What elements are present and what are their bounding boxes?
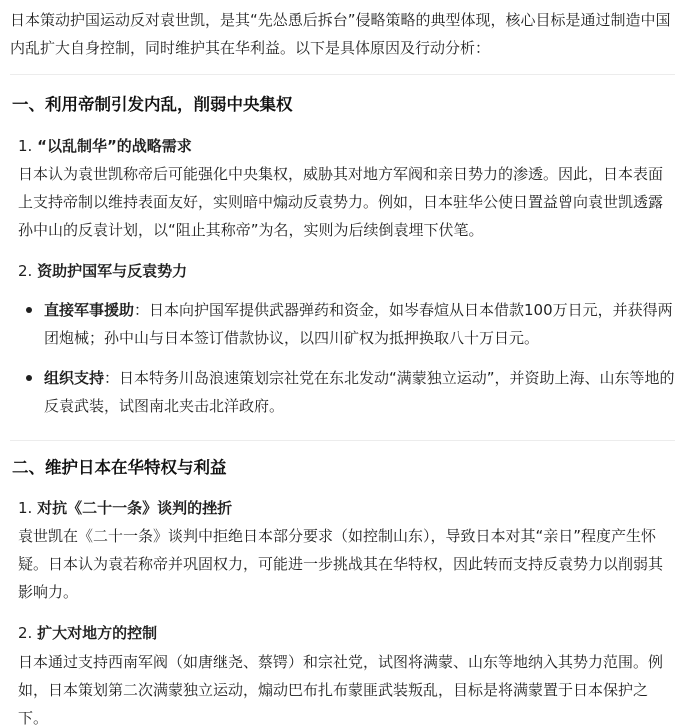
section-heading-2: 二、维护日本在华特权与利益 <box>12 458 227 477</box>
bullet-label: 组织支持 <box>44 369 105 387</box>
subheading-2-2 <box>18 621 157 645</box>
bullet-text: ：日本特务川岛浪速策划宗社党在东北发动“满蒙独立运动”，并资助上海、山东等地的反袁武装，试图南北夹击北洋政府。 <box>44 369 675 415</box>
paragraph-2-1: 袁世凯在《二十一条》谈判中拒绝日本部分要求（如控制山东），导致日本对其“亲日”程度产生怀疑。日本认为袁若称帝并巩固权力，可能进一步挑战其在华特权，因此转而支持反袁势力以削弱其影响力。 <box>18 527 664 601</box>
bullet-military-aid <box>44 296 676 352</box>
bullet-organization-support <box>44 364 676 420</box>
subheading-title: 资助护国军与反袁势力 <box>37 262 188 280</box>
subheading-1-1 <box>18 134 192 158</box>
subheading-number: 2. <box>18 624 33 642</box>
intro-paragraph: 日本策动护国运动反对袁世凯，是其“先怂恿后拆台”侵略策略的典型体现，核心目标是通过制造中国内乱扩大自身控制，同时维护其在华利益。以下是具体原因及行动分析： <box>10 11 671 57</box>
section-divider <box>10 74 675 75</box>
bullet-dot <box>26 307 32 313</box>
subheading-number: 1. <box>18 137 33 155</box>
subheading-title: 对抗《二十一条》谈判的挫折 <box>37 499 233 517</box>
subheading-2-1 <box>18 496 232 520</box>
paragraph-1-1: 日本认为袁世凯称帝后可能强化中央集权，威胁其对地方军阀和亲日势力的渗透。因此，日本表面上支持帝制以维持表面友好，实则暗中煽动反袁势力。例如，日本驻华公使日置益曾向袁世凯透露孙中山的反袁计划，以“阻止其称帝”为名，实则为后续倒袁埋下伏笔。 <box>18 165 664 239</box>
bullet-label: 直接军事援助 <box>44 301 135 319</box>
subheading-title: “以乱制华”的战略需求 <box>37 137 192 155</box>
subheading-number: 1. <box>18 499 33 517</box>
section-heading-1: 一、利用帝制引发内乱，削弱中央集权 <box>12 95 293 114</box>
section-divider <box>10 440 675 441</box>
subheading-number: 2. <box>18 262 33 280</box>
paragraph-2-2: 日本通过支持西南军阀（如唐继尧、蔡锷）和宗社党，试图将满蒙、山东等地纳入其势力范围。例如，日本策划第二次满蒙独立运动，煽动巴布扎布蒙匪武装叛乱，目标是将满蒙置于日本保护之下。 <box>18 653 664 727</box>
bullet-text: ：日本向护国军提供武器弹药和资金，如岑春煊从日本借款100万日元，并获得两团炮械；孙中山与日本签订借款协议，以四川矿权为抵押换取八十万日元。 <box>44 301 673 347</box>
bullet-dot <box>26 375 32 381</box>
subheading-title: 扩大对地方的控制 <box>37 624 158 642</box>
subheading-1-2 <box>18 259 187 283</box>
